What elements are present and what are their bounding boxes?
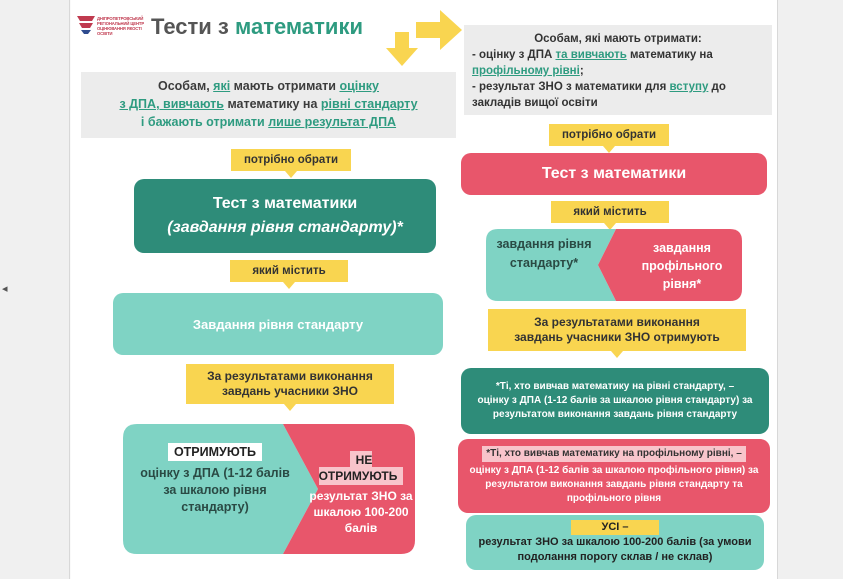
logo [77, 14, 149, 38]
right-results-label: За результатами виконання завдань учасники ЗНО отримують [488, 309, 746, 351]
right-intro-header: Особам, які мають отримати: [534, 33, 702, 45]
left-test-box [134, 179, 436, 253]
all-text: результат ЗНО за шкалою 100-200 балів (за умови подолання порогу склав / не склав) [478, 536, 752, 563]
right-intro-box: Особам, які мають отримати: - оцінку з ДПА та вивчають математику на профільному рівні; - результат ЗНО з математики для вступу до закладів вищої освіти [464, 25, 772, 115]
left-contains-label: який містить [230, 260, 348, 282]
right-choose-label: потрібно обрати [549, 124, 669, 146]
arrow-left-down-icon [721, 115, 765, 149]
right-standard-tasks: завдання рівня стандарту* [496, 237, 592, 270]
logo-emblem-icon [77, 14, 95, 34]
left-intro-box: Особам, які мають отримати оцінку з ДПА, вивчають математику на рівні стандарту і бажають отримати лише результат ДПА [81, 72, 456, 138]
all-result-box [466, 515, 764, 570]
left-test-subtitle: (завдання рівня стандарту)* [167, 219, 403, 236]
standard-result-box [461, 368, 769, 434]
right-tasks-split [486, 229, 742, 301]
not-receive-text: результат ЗНО за шкалою 100-200 балів [309, 489, 413, 535]
receive-label: ОТРИМУЮТЬ [168, 443, 262, 461]
arrow-right-icon [416, 10, 462, 50]
receive-block [135, 444, 295, 516]
left-test-title: Тест з математики [212, 195, 358, 212]
receive-text: оцінку з ДПА (1-12 балів за шкалою рівня стандарту) [140, 466, 290, 514]
logo-text: ДНІПРОПЕТРОВСЬКИЙ РЕГІОНАЛЬНИЙ ЦЕНТР ОЦІНЮВАННЯ ЯКОСТІ ОСВІТИ [97, 16, 145, 36]
right-contains-label: який містить [551, 201, 669, 223]
left-standard-tasks-box: Завдання рівня стандарту [113, 293, 443, 355]
standard-result-body: оцінку з ДПА (1-12 балів за шкалою рівня стандарту) за результатом виконання завдань рівня стандарту [477, 395, 753, 420]
not-receive-label: НЕ ОТРИМУЮТЬ [319, 451, 404, 485]
left-choose-label: потрібно обрати [231, 149, 351, 171]
not-receive-block [309, 452, 413, 536]
all-label: УСІ – [571, 520, 658, 535]
profile-result-head: *Ті, хто вивчав математику на профільному рівні, – [482, 446, 746, 462]
left-results-label: За результатами виконання завдань учасники ЗНО [186, 364, 394, 404]
standard-result-head: *Ті, хто вивчав математику на рівні стандарту, – [495, 381, 735, 392]
right-test-box: Тест з математики [461, 153, 767, 195]
viewer-right-margin [777, 0, 843, 579]
arrow-down-icon [386, 32, 418, 66]
profile-result-box [458, 439, 770, 513]
viewer-left-margin [0, 0, 70, 579]
right-profile-tasks: завдання профільного рівня* [641, 241, 723, 291]
prev-page-arrow-icon[interactable]: ◂ [2, 283, 8, 295]
page-title: Тести з математики [151, 14, 363, 39]
slide [71, 0, 777, 579]
profile-result-body: оцінку з ДПА (1-12 балів за шкалою профільного рівня) за результатом виконання завдань рівня стандарту та профільного рівня [469, 465, 759, 504]
left-outcome-split [123, 424, 415, 554]
